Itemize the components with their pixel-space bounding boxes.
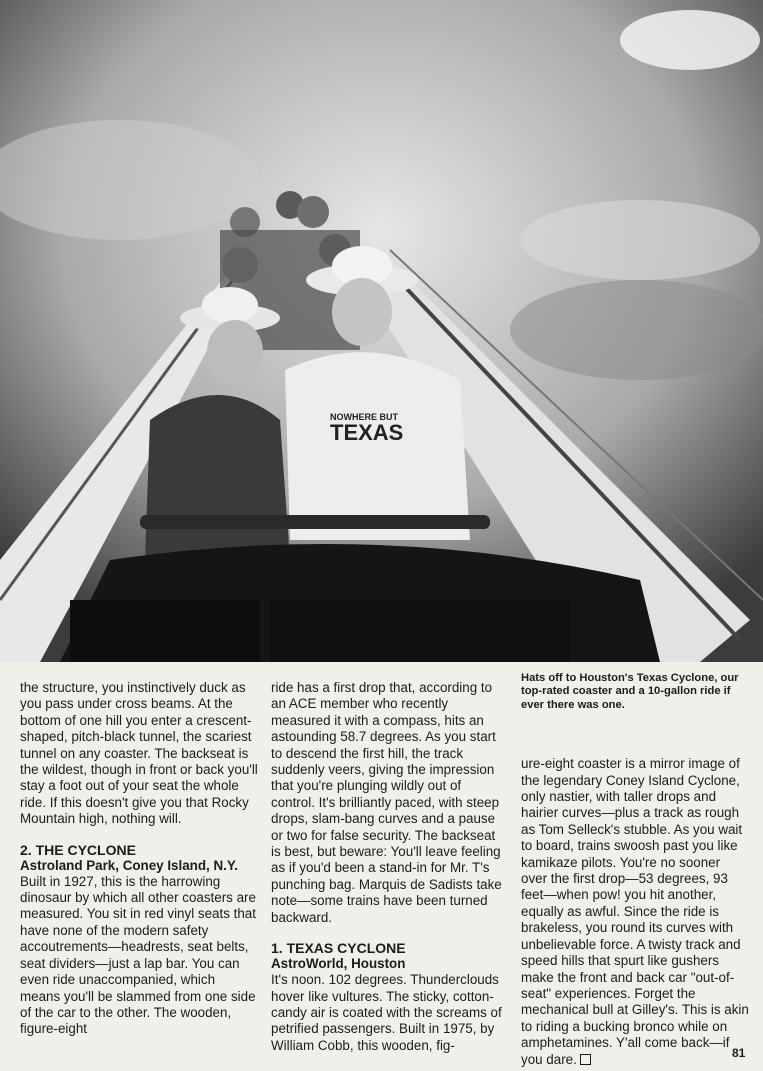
column-1 [20,680,258,1038]
column-1-intro: the structure, you instinctively duck as you pass under cross beams. At the bottom of one hill you enter a crescent-shaped, pitch-black tunnel, the scariest tunnel on any coaster. The backseat is the wildest, though in front or back you'll stay a foot out of your seat the whole ride. If this doesn't give you that Rocky Mountain high, nothing will. [20,680,258,827]
column-3 [521,672,749,1068]
page-number: 81 [732,1046,746,1060]
section-1-location: AstroWorld, Houston [271,956,406,972]
column-3-continued [521,756,749,1068]
column-2 [271,680,504,1054]
section-2-body: Built in 1927, this is the harrowing dinosaur by which all other coasters are measured. You sit in red vinyl seats that have none of the modern safety accoutrements—headrests, seat belts, seat dividers—just a lap bar. You can even ride unaccompanied, which means you'll be slammed from one side of the car to the other. The wooden, figure-eight [20,873,256,1037]
section-2-heading: 2. THE CYCLONE [20,841,136,858]
photo-caption: Hats off to Houston's Texas Cyclone, our top-rated coaster and a 10-gallon ride if ever there was one. [521,672,739,711]
section-1-body: It's noon. 102 degrees. Thunderclouds hover like vultures. The sticky, cotton-candy air is coated with the screams of petrified passengers. Built in 1975, by William Cobb, this wooden, fig- [271,972,502,1053]
section-1-heading: 1. TEXAS CYCLONE [271,940,406,957]
end-mark-icon [580,1054,591,1065]
section-2-location: Astroland Park, Coney Island, N.Y. [20,857,239,873]
column-2-continued: ride has a first drop that, according to an ACE member who recently measured it with a compass, hits an astounding 58.7 degrees. As you start to descend the first hill, the track suddenly veers, giving the impression that you're plunging wildly out of control. It's brilliantly paced, with steep drops, slam-bang curves and a pause or two for false security. The backseat is best, but beware: You'll leave feeling as if you'd been a stand-in for Mr. T's punching bag. Marquis de Sadists take note—some trains have been turned backward. [271,680,502,925]
column-3-text: ure-eight coaster is a mirror image of the legendary Coney Island Cyclone, only nastier, with taller drops and hairier curves—plus a track as rough as Tom Selleck's stubble. As you wait to board, trains swoosh past you like kamikaze pilots. You're no sooner over the first drop—53 degrees, 93 feet—when pow! you hit another, equally as awful. Since the ride is brakeless, you round its curves with unbelievable force. A twisty track and speed hills that spurt like gushers make the front and back car "out-of-seat" experiences. Forget the mechanical bull at Gilley's. This is akin to riding a bucking bronco while on amphetamines. Y'all come back—if you dare. [521,756,749,1067]
shirt-small-text: NOWHERE BUT [330,412,398,422]
shirt-text: TEXAS [330,420,404,445]
